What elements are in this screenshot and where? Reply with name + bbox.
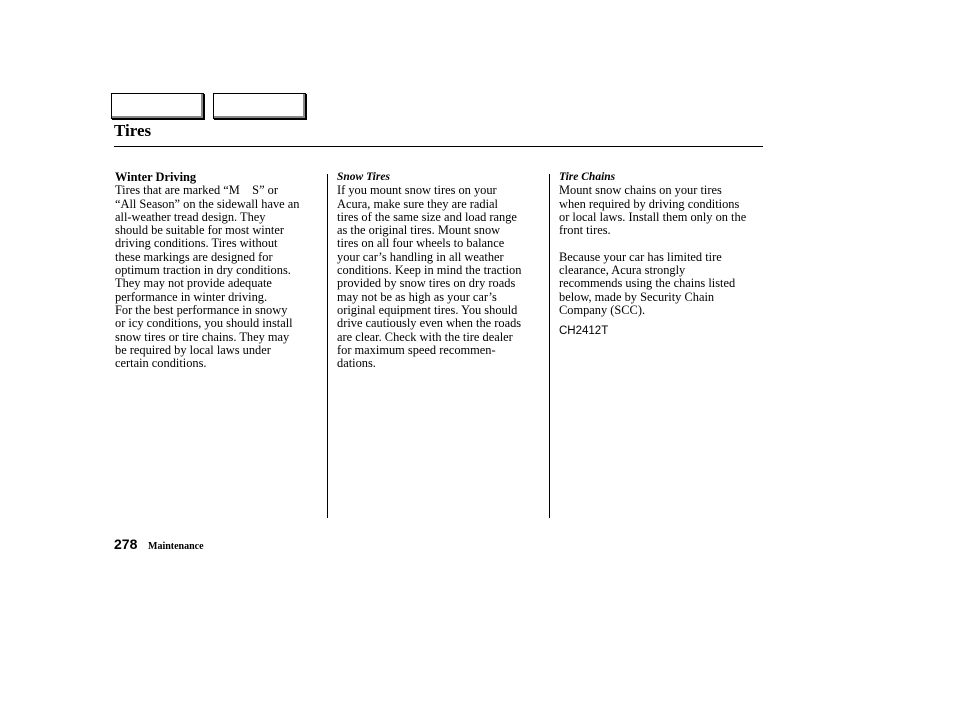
text-line: Mount snow chains on your tires [559,183,722,198]
text-line: optimum traction in dry conditions. [115,263,291,278]
page-title: Tires [114,121,152,140]
text-line: all-weather tread design. They [115,209,266,224]
text-line: snow tires or tire chains. They may [115,329,290,344]
column-divider-1 [327,174,328,518]
text-line: below, made by Security Chain [559,289,715,304]
text-line: dations. [337,356,376,371]
page-number: 278 [114,536,138,552]
nav-tab-1[interactable] [111,93,204,119]
snow-tires-text [337,184,542,370]
title-rule [114,146,763,147]
text-line: may not be as high as your car’s [337,289,497,304]
text-line: tires of the same size and load range [337,209,517,224]
text-line: tires on all four wheels to balance [337,236,505,251]
heading-tire-chains: Tire Chains [559,171,616,183]
text-line: drive cautiously even when the roads [337,316,522,331]
text-line: or local laws. Install them only on the [559,209,747,224]
text-line: or icy conditions, you should install [115,316,293,331]
chain-model-code: CH2412T [559,325,609,338]
text-line: are clear. Check with the tire dealer [337,329,513,344]
text-line: these markings are designed for [115,249,273,264]
text-line: They may not provide adequate [115,276,272,291]
text-line: “All Season” on the sidewall have an [115,196,300,211]
section-name: Maintenance [148,541,204,552]
column-tire-chains [559,171,764,339]
text-line: If you mount snow tires on your [337,183,497,198]
paragraph-gap [559,237,764,250]
text-line: driving conditions. Tires without [115,236,278,251]
text-line: front tires. [559,223,611,238]
text-line: original equipment tires. You should [337,302,518,317]
text-line: Tires that are marked “M S” or [115,183,278,198]
text-line: clearance, Acura strongly [559,263,686,278]
text-line: Acura, make sure they are radial [337,196,498,211]
nav-tab-2[interactable] [213,93,306,119]
text-line: be required by local laws under [115,342,271,357]
column-snow-tires [337,171,542,370]
tire-chains-text-1 [559,184,764,237]
text-line: your car’s handling in all weather [337,249,504,264]
text-line: when required by driving conditions [559,196,740,211]
text-line: Because your car has limited tire [559,249,722,264]
text-line: provided by snow tires on dry roads [337,276,516,291]
text-line: For the best performance in snowy [115,302,288,317]
text-line: for maximum speed recommen- [337,342,496,357]
tire-chains-text-2 [559,251,764,317]
column-winter-driving [115,171,320,370]
heading-winter-driving: Winter Driving [115,170,197,184]
text-line: should be suitable for most winter [115,223,284,238]
text-line: performance in winter driving. [115,289,268,304]
text-line: as the original tires. Mount snow [337,223,501,238]
heading-snow-tires: Snow Tires [337,171,390,183]
text-line: certain conditions. [115,356,207,371]
text-line: recommends using the chains listed [559,276,736,291]
text-line: Company (SCC). [559,302,646,317]
column-divider-2 [549,174,550,518]
text-line: conditions. Keep in mind the traction [337,263,522,278]
winter-driving-text [115,184,320,370]
